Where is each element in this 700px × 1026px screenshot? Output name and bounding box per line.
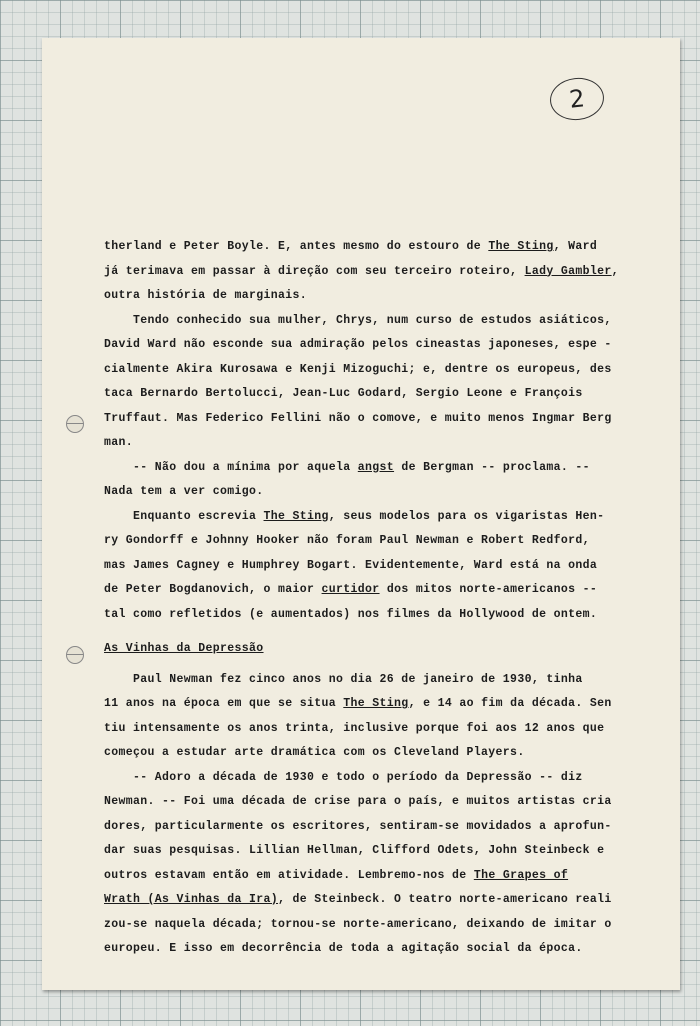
underlined-title: The Sting <box>343 697 409 710</box>
punch-hole-icon <box>66 646 84 664</box>
line-text: de Peter Bogdanovich, o maior <box>104 583 322 596</box>
line-text: outra história de marginais. <box>104 289 308 302</box>
line-text: taca Bernardo Bertolucci, Jean-Luc Godard, Sergio Leone e François <box>104 387 583 400</box>
text-line <box>104 578 649 603</box>
line-text: Paul Newman fez cinco anos no dia 26 de janeiro de 1930, tinha <box>104 672 583 686</box>
text-line <box>104 456 649 481</box>
underlined-title: The Sting <box>488 240 554 253</box>
line-text: , de Steinbeck. O teatro norte-americano reali <box>278 893 612 906</box>
line-text: 11 anos na época em que se situa <box>104 697 344 710</box>
text-line <box>104 505 649 530</box>
line-text: , seus modelos para os vigaristas Hen- <box>328 509 605 523</box>
text-line <box>104 603 649 628</box>
underlined-title: curtidor <box>321 583 380 596</box>
document-text <box>104 235 649 962</box>
line-text: -- Adoro a década de 1930 e todo o período da Depressão -- diz <box>104 770 583 784</box>
underlined-title: The Grapes of <box>473 868 569 882</box>
line-text: Enquanto escrevia <box>104 509 264 523</box>
section-heading: As Vinhas da Depressão <box>104 642 264 655</box>
text-line <box>104 888 649 913</box>
text-line <box>104 815 649 840</box>
text-line <box>104 309 649 334</box>
text-line <box>104 692 649 717</box>
underlined-title: angst <box>357 460 395 474</box>
text-line <box>104 407 649 432</box>
text-line <box>104 864 649 889</box>
text-line <box>104 741 649 766</box>
line-text: , <box>611 264 619 278</box>
line-text: Newman. -- Foi uma década de crise para o país, e muitos artistas cria <box>104 795 612 808</box>
line-text: Truffaut. Mas Federico Fellini não o comove, e muito menos Ingmar Berg <box>104 411 612 425</box>
underlined-title: The Sting <box>263 509 329 523</box>
line-text: dar suas pesquisas. Lillian Hellman, Clifford Odets, John Steinbeck e <box>104 844 605 857</box>
line-text: europeu. E isso em decorrência de toda a agitação social da época. <box>104 942 583 955</box>
line-text: cialmente Akira Kurosawa e Kenji Mizoguchi; e, dentre os europeus, des <box>104 362 612 376</box>
page-number: 2 <box>548 75 606 122</box>
text-line <box>104 717 649 742</box>
underlined-title: Wrath (As Vinhas da Ira) <box>104 893 279 906</box>
line-text: mas James Cagney e Humphrey Bogart. Evidentemente, Ward está na onda <box>104 558 598 572</box>
line-text: -- Não dou a mínima por aquela <box>104 460 358 474</box>
typewritten-page <box>42 38 680 990</box>
line-text: , e 14 ao fim da década. Sen <box>408 697 612 710</box>
text-line <box>104 554 649 579</box>
text-line <box>104 235 649 260</box>
text-line <box>104 358 649 383</box>
line-text: tiu intensamente os anos trinta, inclusive porque foi aos 12 anos que <box>104 721 605 735</box>
text-line <box>104 333 649 358</box>
text-line <box>104 431 649 456</box>
line-text: man. <box>104 436 134 449</box>
line-text: outros estavam então em atividade. Lembremo-nos de <box>104 868 474 882</box>
paragraphs-bottom <box>104 668 649 962</box>
text-line <box>104 529 649 554</box>
line-text: David Ward não esconde sua admiração pelos cineastas japoneses, espe - <box>104 338 612 351</box>
line-text: zou-se naquela década; tornou-se norte-americano, deixando de imitar o <box>104 917 612 931</box>
line-text: Tendo conhecido sua mulher, Chrys, num curso de estudos asiáticos, <box>104 313 612 327</box>
line-text: Nada tem a ver comigo. <box>104 485 264 498</box>
line-text: tal como refletidos (e aumentados) nos filmes da Hollywood de ontem. <box>104 607 598 621</box>
text-line <box>104 260 649 285</box>
text-line <box>104 839 649 864</box>
line-text: dos mitos norte-americanos -- <box>379 583 598 596</box>
line-text: therland e Peter Boyle. E, antes mesmo do estouro de <box>104 240 489 253</box>
line-text: dores, particularmente os escritores, sentiram-se movidados a aprofun- <box>104 819 612 833</box>
text-line <box>104 790 649 815</box>
line-text: começou a estudar arte dramática com os Cleveland Players. <box>104 746 525 759</box>
text-line <box>104 284 649 309</box>
text-line <box>104 382 649 407</box>
paragraphs-top <box>104 235 649 627</box>
punch-hole-icon <box>66 415 84 433</box>
line-text: de Bergman -- proclama. -- <box>394 460 590 474</box>
text-line <box>104 480 649 505</box>
line-text: já terimava em passar à direção com seu terceiro roteiro, <box>104 264 525 278</box>
text-line <box>104 913 649 938</box>
line-text: , Ward <box>553 240 598 253</box>
text-line <box>104 668 649 693</box>
text-line <box>104 766 649 791</box>
line-text: ry Gondorff e Johnny Hooker não foram Paul Newman e Robert Redford, <box>104 534 590 547</box>
text-line <box>104 937 649 962</box>
underlined-title: Lady Gambler <box>524 264 612 278</box>
